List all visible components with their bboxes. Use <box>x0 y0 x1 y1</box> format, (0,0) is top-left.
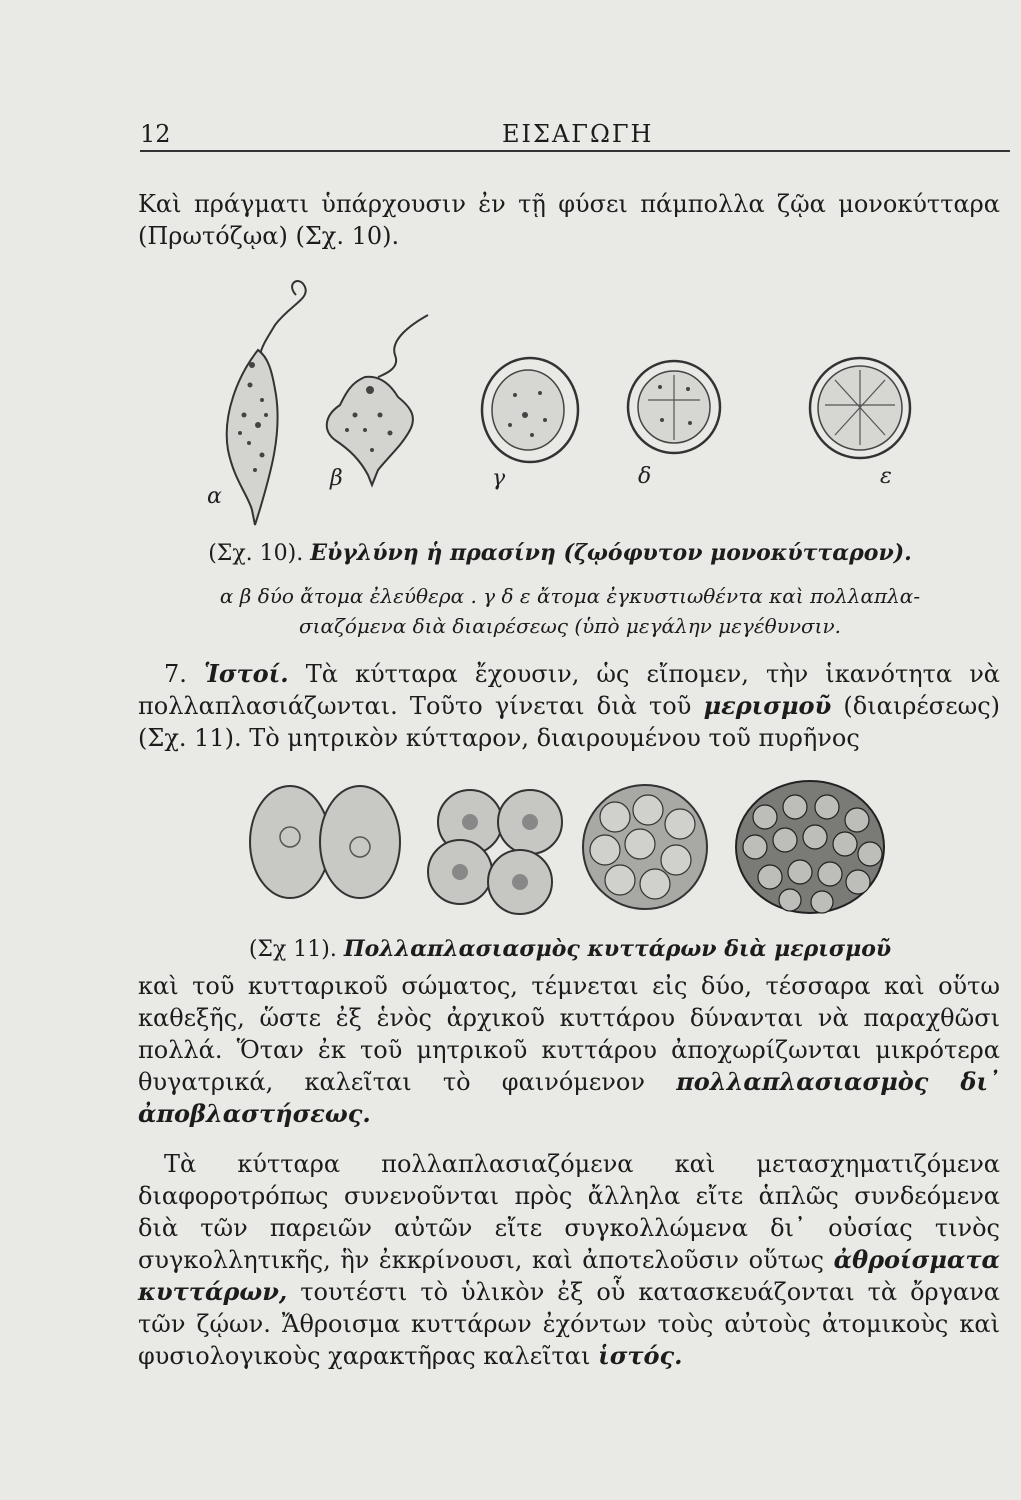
euglena-cyst-e <box>810 358 910 489</box>
figure-10-caption-line2: α β δύο ἄτομα ἐλεύθερα . γ δ ε ἄτομα ἐγκυστιωθέντα καὶ πολλαπλα- <box>219 584 921 608</box>
figure-11-caption <box>230 936 910 962</box>
figure-11-caption-title: Πολλαπλασιασμὸς κυττάρων διὰ μερισμοῦ <box>343 936 892 962</box>
page-header <box>140 112 1010 152</box>
page-number: 12 <box>140 120 171 148</box>
figure-11-illustration <box>0 772 1021 922</box>
figure-10-label-g: γ <box>492 466 506 491</box>
paragraph-tissues <box>138 658 1000 754</box>
figure-10-label-a: α <box>207 484 222 509</box>
division-morula <box>736 781 884 913</box>
paragraph-aggregates-text-b: τουτέστι τὸ ὑλικὸν ἐξ οὗ κατασκευάζονται τὰ ὄργανα τῶν ζῴων. Ἄθροισμα κυττάρων ἐχόντων τοὺς αὐτοὺς ἀτομικοὺς καὶ φυσιολογικοὺς χαρακτῆρας καλεῖται <box>138 1278 1000 1370</box>
division-many-cells <box>583 785 707 909</box>
paragraph-intro <box>138 188 1000 252</box>
division-four-cells <box>428 790 562 914</box>
section-heading: Ἱστοί. <box>204 659 289 688</box>
figure-10-caption-title: Εὐγλύνη ἡ πρασίνη (ζῳόφυτον μονοκύτταρον). <box>310 540 912 566</box>
paragraph-division-text: καὶ τοῦ κυτταρικοῦ σώματος, τέμνεται εἰς δύο, τέσσαρα καὶ οὕτω καθεξῆς, ὥστε ἐξ ἑνὸς ἀρχικοῦ κυττάρου δύνανται νὰ παραχθῶσι πολλά. Ὅταν ἐκ τοῦ μητρικοῦ κυττάρου ἀποχωρίζωνται μικρότερα θυγατρικά, καλεῖται τὸ φαινόμενον <box>138 972 1000 1096</box>
figure-10-caption <box>130 540 990 566</box>
figure-10-label-e: ε <box>880 464 892 489</box>
euglena-free-a <box>207 281 306 525</box>
paragraph-tissues-emph: μερισμοῦ <box>703 691 832 720</box>
paragraph-aggregates <box>138 1148 1000 1372</box>
chapter-title: ΕΙΣΑΓΩΓΗ <box>502 120 654 148</box>
paragraph-division-emph: πολλαπλασιασμὸς δι᾿ ἀποβλαστήσεως. <box>138 1067 1000 1128</box>
header-rule <box>140 150 1010 152</box>
paragraph-aggregates-emph2: ἱστός. <box>598 1341 683 1370</box>
section-number: 7. <box>164 660 187 688</box>
paragraph-tissues-text-a: Τὰ κύτταρα ἔχουσιν, ὡς εἴπομεν, τὴν ἱκανότητα νὰ πολλαπλασιάζωνται. Τοῦτο γίνεται διὰ τοῦ <box>138 660 1000 720</box>
figure-10-illustration <box>0 265 1021 545</box>
paragraph-intro-text: Καὶ πράγματι ὑπάρχουσιν ἐν τῇ φύσει πάμπολλα ζῷα μονοκύτταρα (Πρωτόζῳα) (Σχ. 10). <box>138 190 1000 250</box>
paragraph-division <box>138 970 1000 1130</box>
euglena-cyst-d <box>628 361 720 489</box>
paragraph-tissues-text-b: (διαιρέσεως) (Σχ. 11). Τὸ μητρικὸν κύτταρον, διαιρουμένου τοῦ πυρῆνος <box>138 692 1000 752</box>
figure-10-caption-number: (Σχ. 10). <box>208 541 304 566</box>
figure-11-caption-number: (Σχ 11). <box>248 937 337 962</box>
paragraph-aggregates-text-a: Τὰ κύτταρα πολλαπλασιαζόμενα καὶ μετασχηματιζόμενα διαφοροτρόπως συνενοῦνται πρὸς ἄλληλα εἴτε ἁπλῶς συνδεόμενα διὰ τῶν παρειῶν αὐτῶν εἴτε συγκολλώμενα δι᾿ οὐσίας τινὸς συγκολλητικῆς, ἣν ἐκκρίνουσι, καὶ ἀποτελοῦσιν οὕτως <box>138 1150 1000 1274</box>
paragraph-aggregates-emph1: ἀθροίσματα κυττάρων, <box>138 1245 1000 1306</box>
figure-10-caption-line3: σιαζόμενα διὰ διαιρέσεως (ὑπὸ μεγάλην μεγέθυνσιν. <box>298 614 841 638</box>
figure-10-label-b: β <box>330 466 343 491</box>
figure-10-label-d: δ <box>638 464 652 489</box>
euglena-cyst-g <box>482 358 578 491</box>
division-two-cells <box>250 786 400 898</box>
euglena-free-b <box>327 315 428 491</box>
